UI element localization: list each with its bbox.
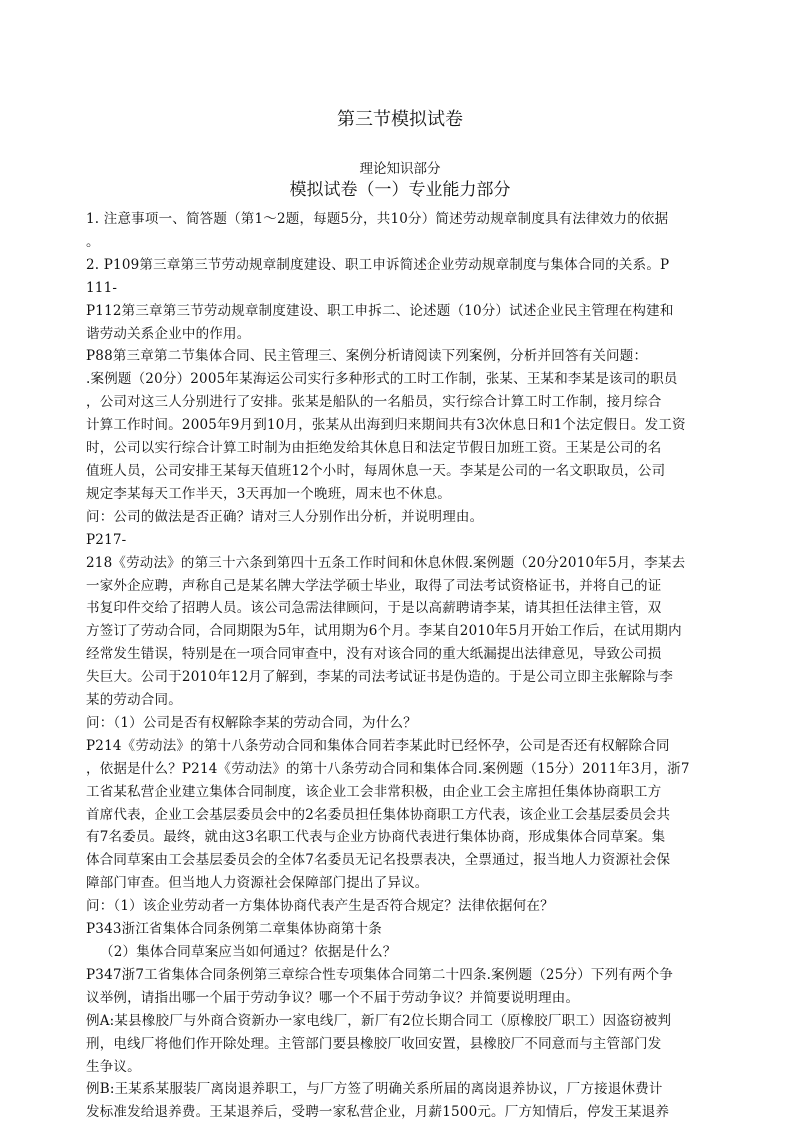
text-line: 发标准发给退养费。王某退养后，受聘一家私营企业，月薪1500元。厂方知情后，停发王某退养 — [86, 1104, 670, 1121]
text-line: 问：（1）该企业劳动者一方集体协商代表产生是否符合规定？法律依据何在？ — [86, 898, 554, 915]
text-line: 议举例，请指出哪一个届于劳动争议？哪一个不届于劳动争议？并简要说明理由。 — [86, 989, 580, 1006]
text-line: ，依据是什么？P214《劳动法》的第十八条劳动合同和集体合同.案例题（15分）2011年3月，浙7 — [86, 760, 690, 777]
text-line: 问：（1）公司是否有权解除李某的劳动合同，为什么？ — [86, 714, 417, 731]
text-line: 书复印件交给了招聘人员。该公司急需法律顾问，于是以高薪聘请李某，请其担任法律主管，双 — [86, 600, 662, 617]
text-line: 例A:某县橡胶厂与外商合资新办一家电线厂，新厂有2位长期合同工（原橡胶厂职工）因盗窃被判 — [86, 1012, 672, 1029]
text-line: ，公司对这三人分别进行了安排。张某是船队的一名船员，实行综合计算工时工作制，接月综合 — [86, 394, 662, 411]
text-line: 方签订了劳动合同，合同期限为5年，试用期为6个月。李某自2010年5月开始工作后，在试用期内 — [86, 623, 682, 640]
text-line: P343浙江省集体合同条例第二章集体协商第十条 — [86, 921, 382, 938]
text-line: P214《劳动法》的第十八条劳动合同和集体合同若李某此时已经怀孕，公司是否还有权解除合同 — [86, 737, 670, 754]
text-line: 一家外企应聘，声称自己是某名牌大学法学硕士毕业，取得了司法考试资格证书，并将自己的证 — [86, 577, 662, 594]
text-line: 失巨大。公司于2010年12月了解到，李某的司法考试证书是伪造的。于是公司立即主张解除与李 — [86, 669, 674, 686]
text-line: 2. P109第三章第三节劳动规章制度建设、职工申诉简述企业劳动规章制度与集体合同的关系。P — [86, 256, 670, 273]
section-heading: 模拟试卷（一）专业能力部分 — [289, 180, 511, 200]
text-line: P217- — [86, 531, 127, 548]
text-line: P88第三章第二节集体合同、民主管理三、案例分析请阅读下列案例，分析并回答有关问题： — [86, 348, 648, 365]
text-line: 111- — [86, 279, 118, 296]
text-line: 规定李某每天工作半天，3天再加一个晚班，周末也不休息。 — [86, 485, 451, 502]
document-title: 第三节模拟试卷 — [337, 109, 463, 130]
text-line: 谐劳动关系企业中的作用。 — [86, 325, 251, 342]
text-line: 经常发生错误，特别是在一项合同审查中，没有对该合同的重大纸漏提出法律意见，导致公司损 — [86, 646, 662, 663]
text-line: 。 — [86, 233, 100, 250]
document-subtitle: 理论知识部分 — [359, 161, 441, 177]
text-line: （2）集体合同草案应当如何通过？依据是什么？ — [100, 944, 397, 960]
text-line: 有7名委员。最终，就由这3名职工代表与企业方协商代表进行集体协商，形成集体合同草案。集 — [86, 829, 666, 846]
text-line: 计算工作时间。2005年9月到10月，张某从出海到归来期间共有3次休息日和1个法定假日。发工资 — [86, 417, 686, 434]
text-line: P112第三章第三节劳动规章制度建设、职工申拆二、论述题（10分）试述企业民主管理在构建和 — [86, 302, 674, 319]
text-line: P347浙7工省集体合同条例第三章综合性专项集体合同第二十四条.案例题（25分）下列有两个争 — [86, 966, 674, 983]
text-line: 工省某私营企业建立集体合同制度，该企业工会非常积极，由企业工会主席担任集体协商职工方 — [86, 783, 662, 800]
text-line: 1. 注意事项一、简答题（第1～2题，每题5分，共10分）简述劳动规章制度具有法律效力的依据 — [86, 211, 669, 227]
text-line: 障部门审查。但当地人力资源社会保障部门提出了异议。 — [86, 875, 429, 892]
text-line: 生争议。 — [86, 1058, 141, 1075]
text-line: 值班人员，公司安排王某每天值班12个小时，每周休息一天。李某是公司的一名文职取员，公司 — [86, 462, 666, 479]
text-line: 首席代表，企业工会基层委员会中的2名委员担任集体协商职工方代表，该企业工会基层委员会共 — [86, 806, 671, 823]
text-line: 例B:王某系某服装厂离岗退养职工，与厂方签了明确关系所届的离岗退养协议，厂方接退休费计 — [86, 1081, 663, 1098]
text-line: .案例题（20分）2005年某海运公司实行多种形式的工时工作制，张某、王某和李某是该司的职员 — [86, 371, 678, 388]
text-line: 刑，电线厂将他们作开除处理。主管部门要县橡胶厂收回安置，县橡胶厂不同意而与主管部门发 — [86, 1035, 662, 1052]
text-line: 体合同草案由工会基层委员会的全体7名委员无记名投票表决，全票通过，报当地人力资源社会保 — [86, 852, 671, 869]
text-line: 某的劳动合同。 — [86, 692, 182, 709]
text-line: 218《劳动法》的第三十六条到第四十五条工作时间和休息休假.案例题（20分2010年5月，李某去 — [86, 554, 686, 571]
text-line: 时，公司以实行综合计算工时制为由拒绝发给其休息日和法定节假日加班工资。王某是公司的名 — [86, 440, 662, 457]
document-body — [86, 208, 714, 1124]
text-line: 问：公司的做法是否正确？请对三人分别作出分析，并说明理由。 — [86, 508, 484, 525]
